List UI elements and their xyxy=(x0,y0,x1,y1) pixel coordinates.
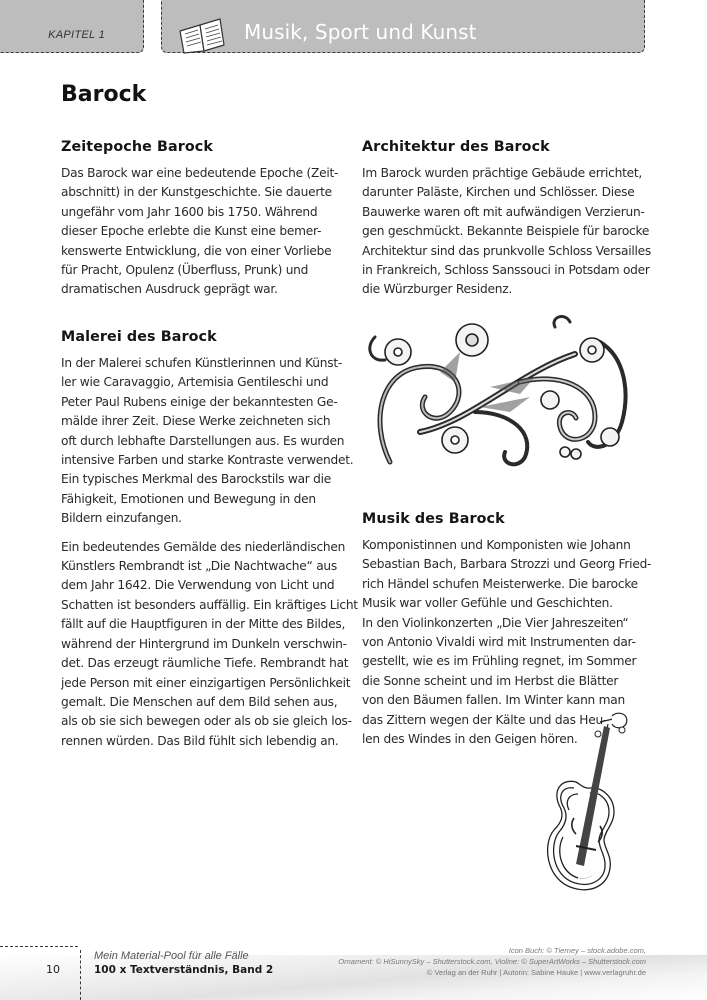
section-header-bar xyxy=(161,0,645,53)
text-line: als ob sie sich bewegen oder als ob sie gleich los- xyxy=(61,714,352,729)
text-line: Das Barock war eine bedeutende Epoche (Zeit- xyxy=(61,166,339,180)
text-line: Architektur sind das prunkvolle Schloss Versailles xyxy=(362,243,651,258)
paragraph xyxy=(61,354,354,529)
section-heading: Zeitepoche Barock xyxy=(61,139,213,155)
text-line: in Frankreich, Schloss Sanssouci in Potsdam oder xyxy=(362,263,650,278)
text-line: mälde ihrer Zeit. Diese Werke zeichneten sich xyxy=(61,414,331,429)
credit-line: Ornament: © HiSunnySky – Shutterstock.com, Violine: © SuperArtWorks – Shutterstock.com xyxy=(338,957,646,966)
text-line: In den Violinkonzerten „Die Vier Jahreszeiten“ xyxy=(362,615,629,630)
text-line: Fähigkeit, Emotionen und Bewegung in den xyxy=(61,491,316,506)
text-line: gen geschmückt. Bekannte Beispiele für barocke xyxy=(362,224,650,239)
section-zeitepoche xyxy=(61,139,351,300)
section-heading: Architektur des Barock xyxy=(362,139,550,155)
baroque-ornament-image xyxy=(360,312,640,472)
footer-divider xyxy=(0,946,78,947)
text-line: gestellt, wie es im Frühling regnet, im Sommer xyxy=(362,654,637,669)
section-heading: Musik des Barock xyxy=(362,511,505,527)
text-line: für Pracht, Opulenz (Überfluss, Prunk) und xyxy=(61,263,309,278)
credit-line: © Verlag an der Ruhr | Autorin: Sabine Hauke | www.verlagruhr.de xyxy=(426,968,646,977)
text-line: während der Hintergrund im Dunkeln verschwin- xyxy=(61,636,347,651)
text-line: Schatten ist besonders auffällig. Ein kräftiges Licht xyxy=(61,597,358,612)
image-credits xyxy=(338,945,646,978)
text-line: dieser Epoche erlebte die Kunst eine bemer- xyxy=(61,224,322,239)
text-line: Bauwerke waren oft mit aufwändigen Verzierun- xyxy=(362,204,645,219)
text-line: In der Malerei schufen Künstlerinnen und Künst- xyxy=(61,356,343,370)
text-line: die Sonne scheint und im Herbst die Blätter xyxy=(362,673,619,688)
page-title: Barock xyxy=(61,82,147,107)
text-line: Komponistinnen und Komponisten wie Johann xyxy=(362,538,631,552)
text-line: fällt auf die Hauptfiguren in der Mitte des Bildes, xyxy=(61,617,346,632)
text-line: Bildern einzufangen. xyxy=(61,511,182,526)
text-line: abschnitt) in der Kunstgeschichte. Sie dauerte xyxy=(61,185,332,200)
open-book-icon xyxy=(176,17,230,55)
text-line: Ein bedeutendes Gemälde des niederländischen xyxy=(61,539,346,554)
text-line: von den Bäumen fallen. Im Winter kann man xyxy=(362,693,625,708)
section-architektur xyxy=(362,139,682,300)
paragraph xyxy=(61,164,351,300)
text-line: ungefähr vom Jahr 1600 bis 1750. Während xyxy=(61,204,318,219)
text-line: ler wie Caravaggio, Artemisia Gentileschi und xyxy=(61,375,329,390)
footer-divider-vertical xyxy=(80,950,81,1000)
chapter-label: KAPITEL 1 xyxy=(48,29,105,41)
text-line: Peter Paul Rubens einige der bekanntesten Ge- xyxy=(61,394,338,409)
paragraph xyxy=(61,538,358,751)
text-line: Ein typisches Merkmal des Barockstils war die xyxy=(61,472,332,487)
text-line: len des Windes in den Geigen hören. xyxy=(362,732,578,747)
text-line: von Antonio Vivaldi wird mit Instrumenten dar- xyxy=(362,635,636,650)
text-line: Im Barock wurden prächtige Gebäude errichtet, xyxy=(362,166,643,180)
text-line: dramatischen Ausdruck geprägt war. xyxy=(61,282,278,297)
violin-image xyxy=(538,712,638,902)
text-line: jede Person mit einer einzigartigen Persönlichkeit xyxy=(61,675,351,690)
text-line: rich Händel schufen Meisterwerke. Die barocke xyxy=(362,576,638,591)
section-heading: Malerei des Barock xyxy=(61,329,217,345)
text-line: Sebastian Bach, Barbara Strozzi und Georg Fried- xyxy=(362,557,652,572)
text-line: dem Jahr 1642. Die Verwendung von Licht und xyxy=(61,578,335,593)
text-line: darunter Paläste, Kirchen und Schlösser. Diese xyxy=(362,185,635,200)
text-line: das Zittern wegen der Kälte und das Heu- xyxy=(362,712,608,727)
text-line: det. Das erzeugt räumliche Tiefe. Rembrandt hat xyxy=(61,656,349,671)
page-number: 10 xyxy=(46,963,60,976)
section-title: Musik, Sport und Kunst xyxy=(244,20,477,44)
text-line: kenswerte Entwicklung, die von einer Vorliebe xyxy=(61,243,332,258)
book-title: 100 x Textverständnis, Band 2 xyxy=(94,964,274,976)
chapter-tab xyxy=(0,0,144,53)
series-name: Mein Material-Pool für alle Fälle xyxy=(94,950,249,962)
credit-line: Icon Buch: © Tierney – stock.adobe.com, xyxy=(508,946,646,955)
text-line: die Würzburger Residenz. xyxy=(362,282,513,297)
text-line: Künstlers Rembrandt ist „Die Nachtwache“ aus xyxy=(61,559,337,574)
text-line: gemalt. Die Menschen auf dem Bild sehen aus, xyxy=(61,694,338,709)
text-line: oft durch lebhafte Darstellungen aus. Es wurden xyxy=(61,433,345,448)
section-malerei xyxy=(61,329,358,751)
text-line: intensive Farben und starke Kontraste verwendet. xyxy=(61,453,354,468)
paragraph xyxy=(362,164,682,300)
text-line: rennen würden. Das Bild fühlt sich lebendig an. xyxy=(61,733,339,748)
text-line: Musik war voller Gefühle und Geschichten. xyxy=(362,596,613,611)
